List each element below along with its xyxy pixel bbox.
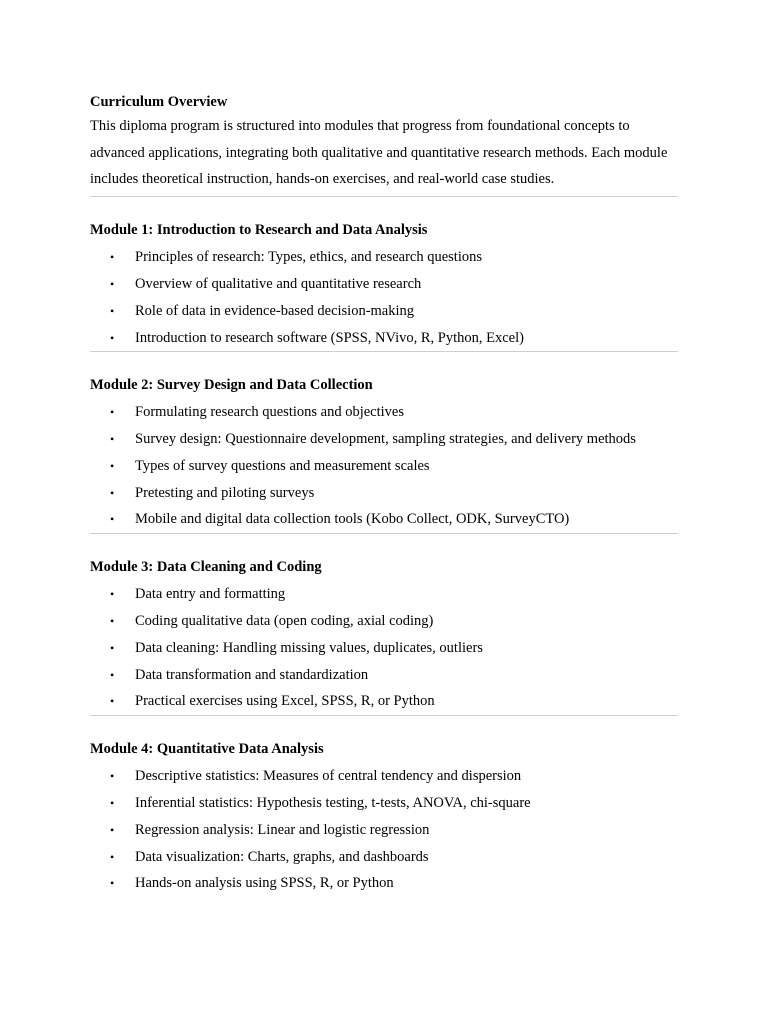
module-4-section bbox=[90, 738, 678, 897]
overview-section bbox=[90, 91, 678, 193]
module-heading: Module 2: Survey Design and Data Collection bbox=[90, 377, 373, 394]
list-item-text: Principles of research: Types, ethics, and research questions bbox=[135, 249, 483, 266]
document-page bbox=[90, 91, 678, 897]
module-heading: Module 3: Data Cleaning and Coding bbox=[90, 559, 322, 576]
list-item-text: Pretesting and piloting surveys bbox=[135, 484, 315, 501]
overview-paragraph: This diploma program is structured into modules that progress from foundational concepts to advanced applications, integrating both qualitative and quantitative research methods. Each module includes theoretical instruction, hands-on exercises, and real-world case studies. bbox=[90, 118, 668, 188]
module-item-list bbox=[90, 581, 678, 715]
list-item bbox=[90, 581, 678, 608]
module-item-list bbox=[90, 399, 678, 533]
bullet-icon: • bbox=[110, 330, 115, 345]
list-item bbox=[90, 662, 678, 689]
list-item-text: Mobile and digital data collection tools (Kobo Collect, ODK, SurveyCTO) bbox=[135, 511, 570, 528]
module-1-section bbox=[90, 219, 678, 351]
list-item-text: Coding qualitative data (open coding, axial coding) bbox=[135, 613, 434, 630]
module-2-section bbox=[90, 374, 678, 533]
list-item-text: Hands-on analysis using SPSS, R, or Python bbox=[135, 875, 394, 892]
list-item-text: Types of survey questions and measurement scales bbox=[135, 457, 430, 474]
list-item bbox=[90, 688, 678, 715]
module-heading: Module 4: Quantitative Data Analysis bbox=[90, 741, 324, 758]
list-item-text: Regression analysis: Linear and logistic regression bbox=[135, 821, 430, 838]
overview-heading: Curriculum Overview bbox=[90, 94, 228, 110]
bullet-icon: • bbox=[110, 694, 115, 709]
list-item-text: Data cleaning: Handling missing values, duplicates, outliers bbox=[135, 639, 483, 656]
list-item bbox=[90, 844, 678, 871]
bullet-icon: • bbox=[110, 587, 115, 602]
list-item-text: Descriptive statistics: Measures of central tendency and dispersion bbox=[135, 768, 522, 785]
module-item-list bbox=[90, 244, 678, 351]
bullet-icon: • bbox=[110, 769, 115, 784]
list-item-text: Data visualization: Charts, graphs, and dashboards bbox=[135, 848, 429, 865]
bullet-icon: • bbox=[110, 640, 115, 655]
bullet-icon: • bbox=[110, 250, 115, 265]
section-divider bbox=[90, 715, 678, 716]
list-item-text: Data entry and formatting bbox=[135, 586, 286, 603]
section-divider bbox=[90, 351, 678, 352]
list-item bbox=[90, 244, 678, 271]
bullet-icon: • bbox=[110, 849, 115, 864]
module-item-list bbox=[90, 763, 678, 897]
bullet-icon: • bbox=[110, 512, 115, 527]
list-item bbox=[90, 870, 678, 897]
list-item bbox=[90, 399, 678, 426]
list-item bbox=[90, 817, 678, 844]
bullet-icon: • bbox=[110, 458, 115, 473]
list-item-text: Inferential statistics: Hypothesis testing, t-tests, ANOVA, chi-square bbox=[135, 795, 531, 812]
bullet-icon: • bbox=[110, 614, 115, 629]
module-3-section bbox=[90, 556, 678, 715]
bullet-icon: • bbox=[110, 303, 115, 318]
list-item bbox=[90, 763, 678, 790]
list-item bbox=[90, 480, 678, 507]
list-item bbox=[90, 790, 678, 817]
list-item-text: Survey design: Questionnaire development, sampling strategies, and delivery methods bbox=[135, 431, 636, 448]
list-item bbox=[90, 271, 678, 298]
list-item bbox=[90, 635, 678, 662]
section-divider bbox=[90, 196, 678, 197]
list-item-text: Formulating research questions and objectives bbox=[135, 404, 404, 421]
bullet-icon: • bbox=[110, 485, 115, 500]
bullet-icon: • bbox=[110, 276, 115, 291]
list-item-text: Data transformation and standardization bbox=[135, 666, 369, 683]
list-item-text: Role of data in evidence-based decision-making bbox=[135, 302, 415, 319]
list-item bbox=[90, 453, 678, 480]
list-item-text: Overview of qualitative and quantitative research bbox=[135, 275, 422, 292]
list-item-text: Introduction to research software (SPSS, NVivo, R, Python, Excel) bbox=[135, 329, 524, 346]
list-item bbox=[90, 325, 678, 352]
bullet-icon: • bbox=[110, 667, 115, 682]
bullet-icon: • bbox=[110, 876, 115, 891]
bullet-icon: • bbox=[110, 822, 115, 837]
module-heading: Module 1: Introduction to Research and Data Analysis bbox=[90, 222, 428, 239]
list-item bbox=[90, 298, 678, 325]
bullet-icon: • bbox=[110, 405, 115, 420]
list-item bbox=[90, 426, 678, 453]
section-divider bbox=[90, 533, 678, 534]
list-item bbox=[90, 608, 678, 635]
bullet-icon: • bbox=[110, 796, 115, 811]
list-item-text: Practical exercises using Excel, SPSS, R, or Python bbox=[135, 693, 435, 710]
list-item bbox=[90, 506, 678, 533]
bullet-icon: • bbox=[110, 432, 115, 447]
